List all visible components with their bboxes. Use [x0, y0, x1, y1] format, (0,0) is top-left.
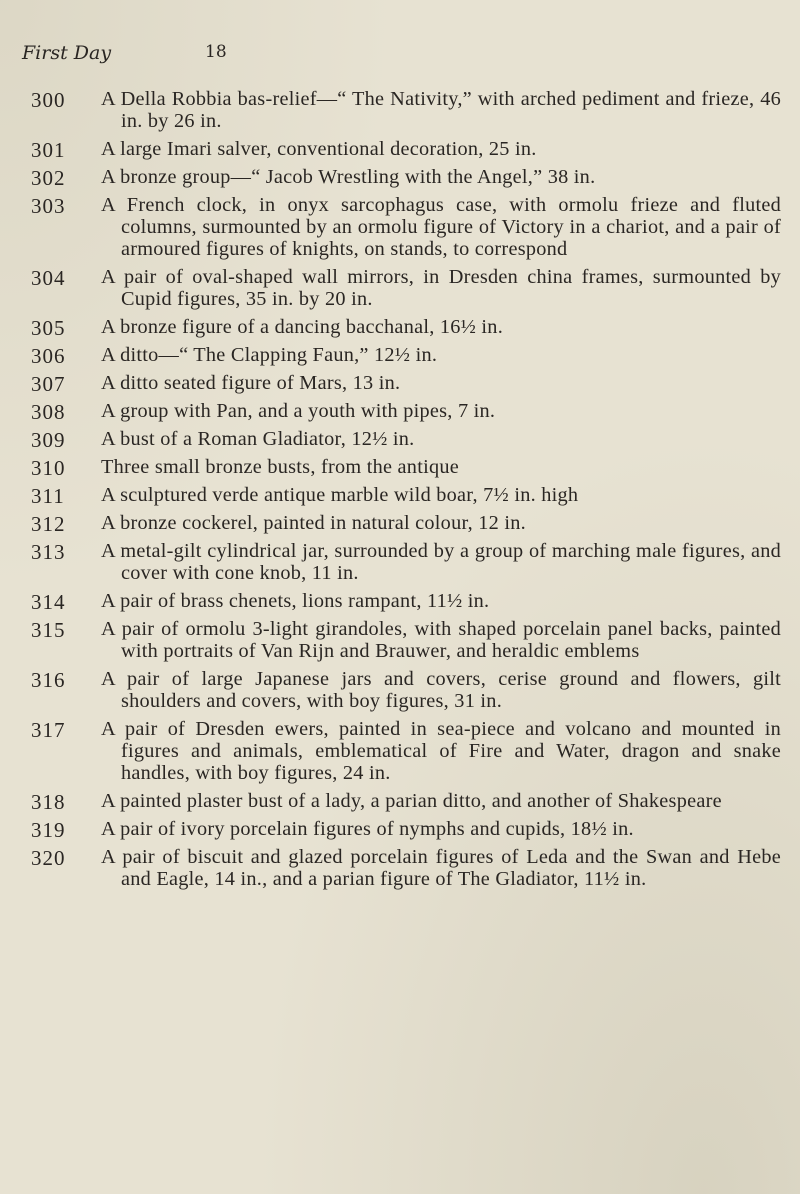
lot-list [0, 88, 800, 896]
lot-number: 314 [31, 590, 66, 614]
lot-description: A metal-gilt cylindrical jar, surrounded by a group of marching male figures, and cover with cone knob, 11 in. [101, 540, 781, 584]
lot-description: A bust of a Roman Gladiator, 12½ in. [101, 428, 415, 450]
lot-number: 306 [31, 344, 66, 368]
lot-number: 311 [31, 484, 65, 508]
lot-description: A bronze cockerel, painted in natural colour, 12 in. [101, 512, 526, 534]
lot-description: A bronze figure of a dancing bacchanal, 16½ in. [101, 316, 504, 338]
lot-entry [0, 456, 800, 478]
day-heading: First Day [22, 42, 112, 64]
lot-description: A ditto seated figure of Mars, 13 in. [101, 372, 401, 394]
lot-description: A pair of ivory porcelain figures of nymphs and cupids, 18½ in. [101, 818, 634, 840]
lot-number: 320 [31, 846, 66, 870]
lot-number: 305 [31, 316, 66, 340]
lot-number: 308 [31, 400, 66, 424]
lot-description: A pair of Dresden ewers, painted in sea-piece and volcano and mounted in figures and animals, emblematical of Fire and Water, dragon and snake handles, with boy figures, 24 in. [101, 718, 781, 784]
lot-description: A pair of brass chenets, lions rampant, 11½ in. [101, 590, 490, 612]
lot-entry [0, 88, 800, 132]
lot-entry [0, 718, 800, 784]
lot-number: 301 [31, 138, 66, 162]
lot-number: 313 [31, 540, 66, 564]
lot-number: 312 [31, 512, 66, 536]
lot-entry [0, 166, 800, 188]
lot-description: A sculptured verde antique marble wild boar, 7½ in. high [101, 484, 579, 506]
lot-entry [0, 372, 800, 394]
lot-description: A French clock, in onyx sarcophagus case, with ormolu frieze and fluted columns, surmounted by an ormolu figure of Victory in a chariot, and a pair of armoured figures of knights, on stands, to correspond [101, 194, 781, 260]
lot-description: A group with Pan, and a youth with pipes, 7 in. [101, 400, 496, 422]
lot-number: 309 [31, 428, 66, 452]
lot-number: 302 [31, 166, 66, 190]
lot-entry [0, 618, 800, 662]
lot-number: 317 [31, 718, 66, 742]
lot-entry [0, 428, 800, 450]
lot-number: 318 [31, 790, 66, 814]
lot-entry [0, 512, 800, 534]
lot-entry [0, 484, 800, 506]
lot-entry [0, 400, 800, 422]
lot-number: 315 [31, 618, 66, 642]
lot-number: 319 [31, 818, 66, 842]
lot-description: A pair of biscuit and glazed porcelain figures of Leda and the Swan and Hebe and Eagle, 14 in., and a parian figure of The Gladiator, 11½ in. [101, 846, 781, 890]
lot-entry [0, 818, 800, 840]
lot-entry [0, 590, 800, 612]
lot-entry [0, 194, 800, 260]
lot-number: 304 [31, 266, 66, 290]
lot-number: 316 [31, 668, 66, 692]
lot-description: A pair of large Japanese jars and covers, cerise ground and flowers, gilt shoulders and covers, with boy figures, 31 in. [101, 668, 781, 712]
lot-entry [0, 846, 800, 890]
lot-entry [0, 790, 800, 812]
lot-number: 300 [31, 88, 66, 112]
lot-description: A pair of oval-shaped wall mirrors, in Dresden china frames, surmounted by Cupid figures, 35 in. by 20 in. [101, 266, 781, 310]
lot-entry [0, 668, 800, 712]
lot-description: A ditto—“ The Clapping Faun,” 12½ in. [101, 344, 438, 366]
lot-description: Three small bronze busts, from the antique [101, 456, 459, 478]
lot-entry [0, 316, 800, 338]
lot-entry [0, 344, 800, 366]
lot-description: A painted plaster bust of a lady, a parian ditto, and another of Shakespeare [101, 790, 722, 812]
lot-description: A Della Robbia bas-relief—“ The Nativity,” with arched pediment and frieze, 46 in. by 26 in. [101, 88, 781, 132]
lot-description: A bronze group—“ Jacob Wrestling with the Angel,” 38 in. [101, 166, 596, 188]
lot-number: 303 [31, 194, 66, 218]
lot-entry [0, 540, 800, 584]
lot-description: A large Imari salver, conventional decoration, 25 in. [101, 138, 537, 160]
lot-entry [0, 266, 800, 310]
lot-description: A pair of ormolu 3-light girandoles, with shaped porcelain panel backs, painted with portraits of Van Rijn and Brauwer, and heraldic emblems [101, 618, 781, 662]
page-number: 18 [205, 42, 227, 62]
lot-number: 307 [31, 372, 66, 396]
lot-entry [0, 138, 800, 160]
lot-number: 310 [31, 456, 66, 480]
